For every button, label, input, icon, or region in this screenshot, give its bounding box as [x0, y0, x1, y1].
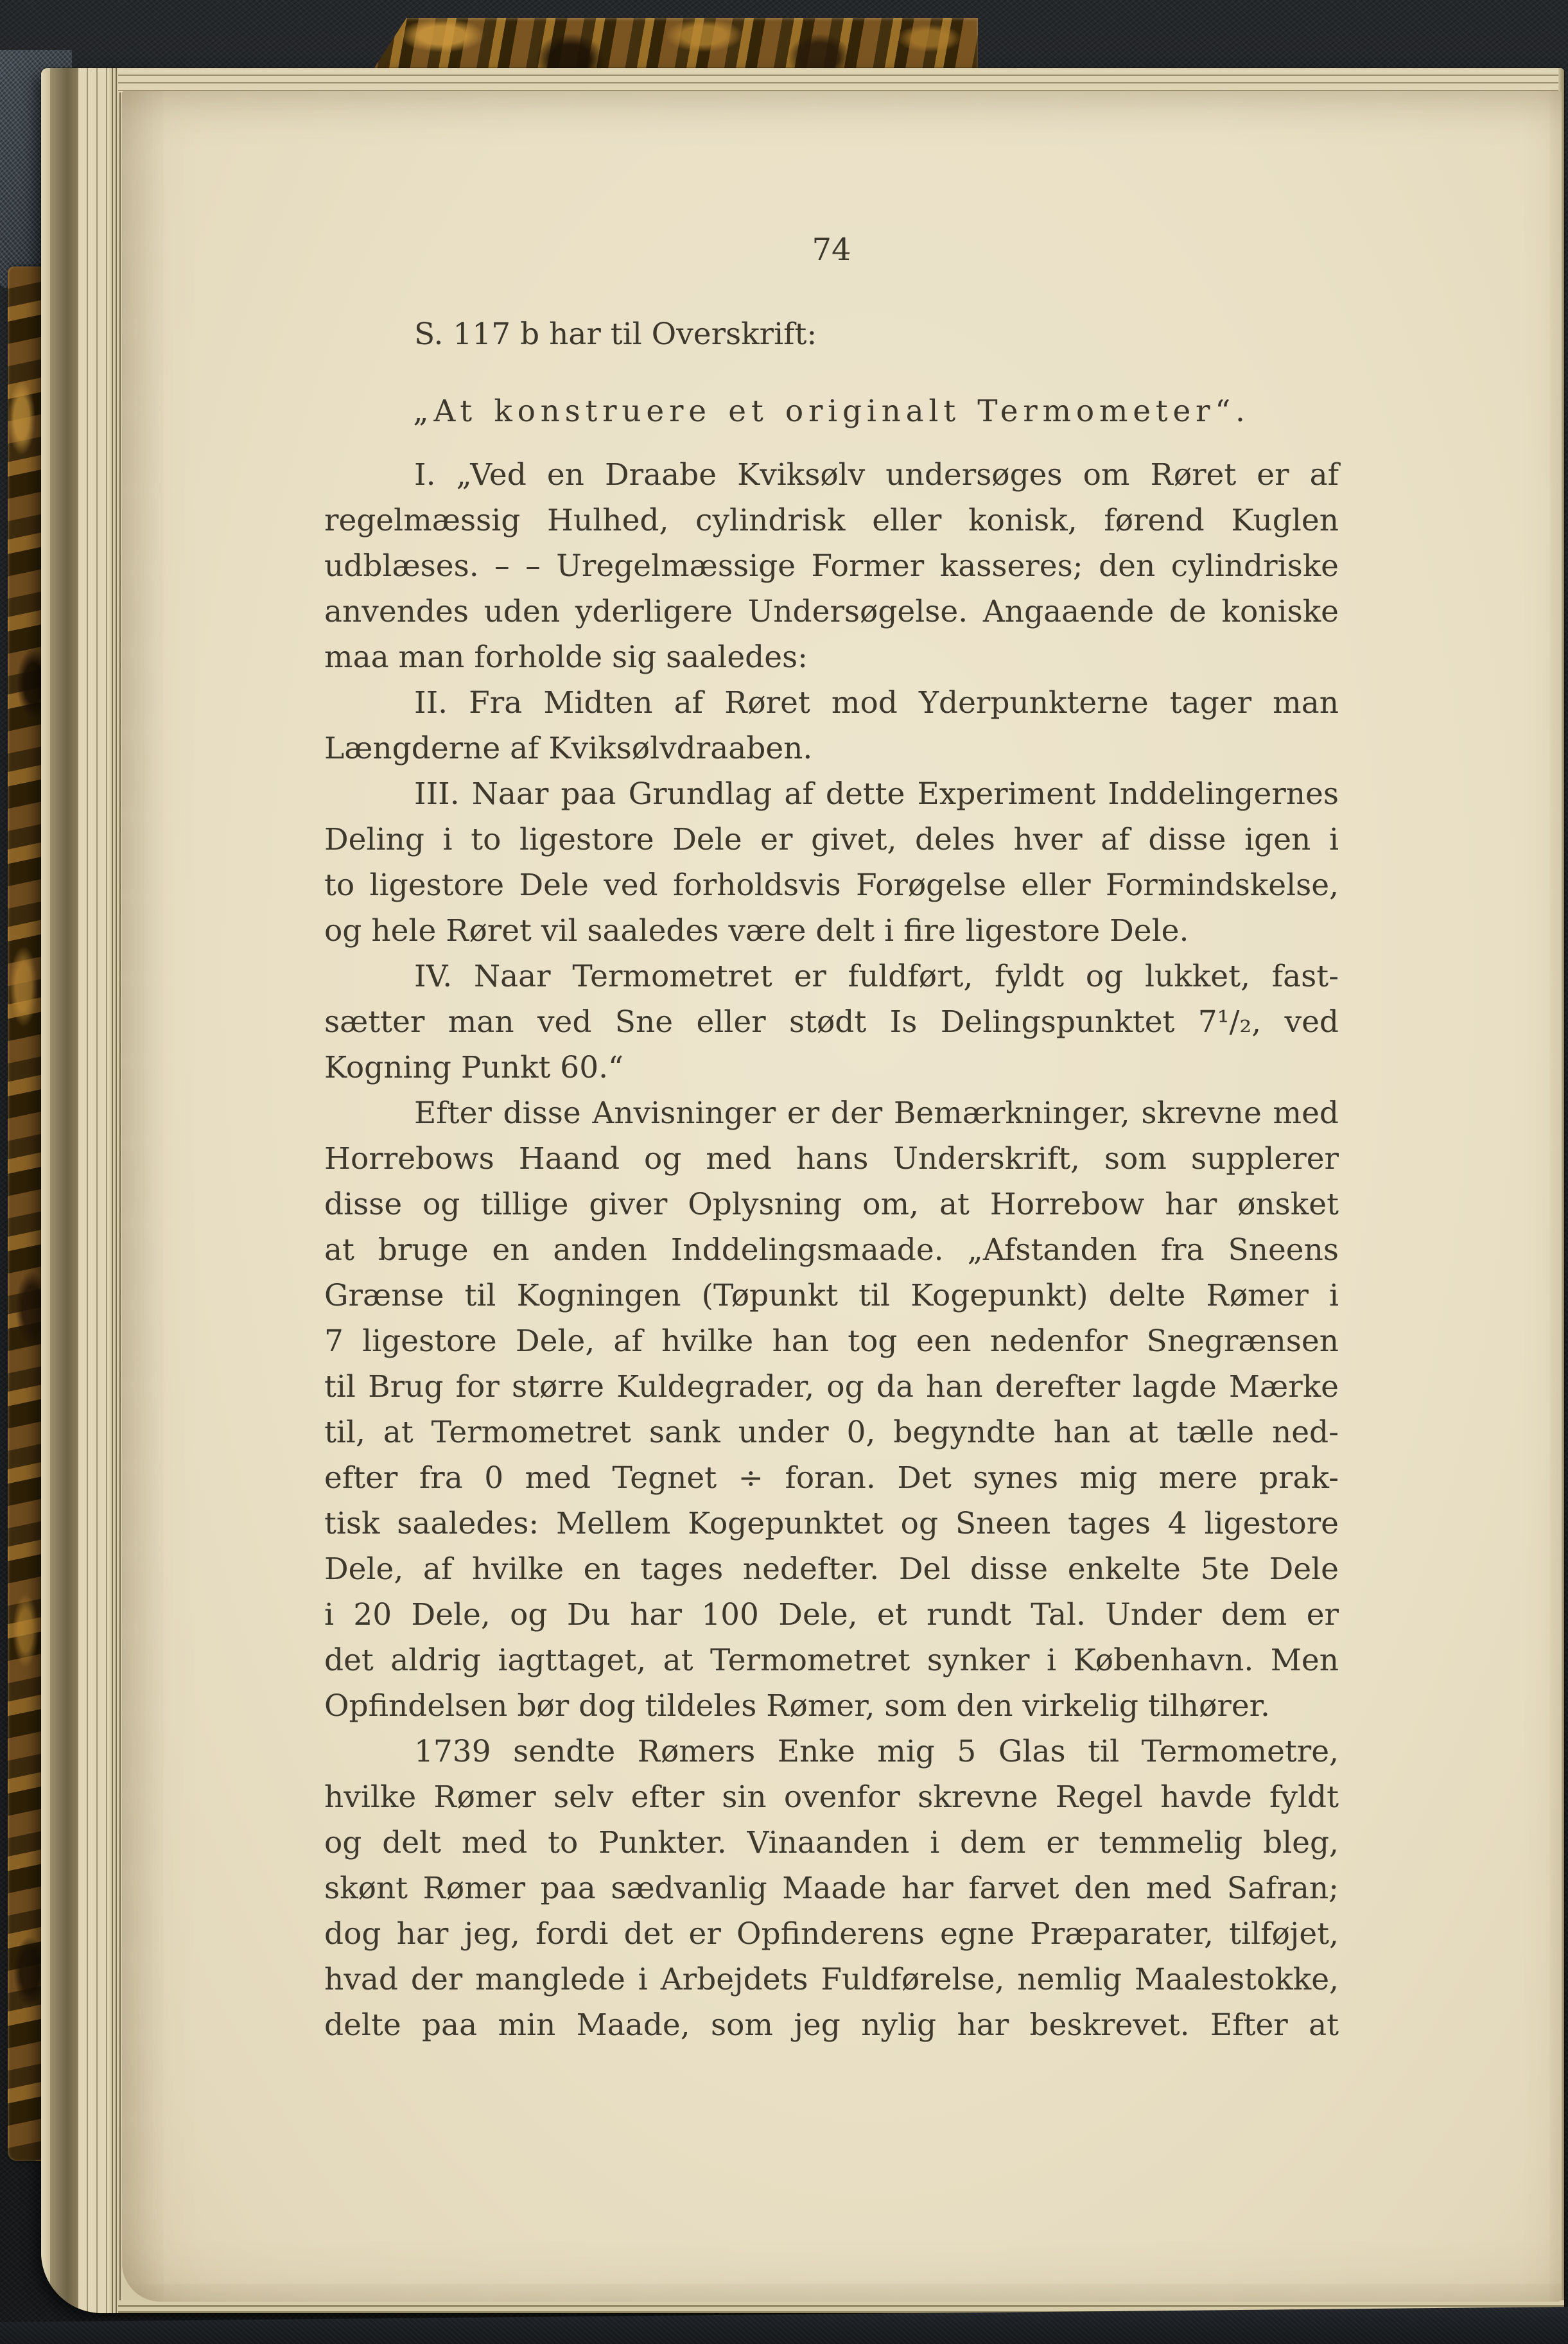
paragraph — [324, 1729, 1339, 2048]
page-edge-stratum — [50, 68, 78, 2313]
paragraph — [324, 452, 1339, 680]
text-line: i 20 Dele, og Du har 100 Dele, et rundt Tal. Under dem er — [324, 1597, 1339, 1632]
text-line: og hele Røret vil saaledes være delt i fire ligestore Dele. — [324, 913, 1189, 949]
page-edge-stratum — [109, 68, 123, 2313]
text-line: tisk saaledes: Mellem Kogepunktet og Sneen tages 4 ligestore — [324, 1506, 1339, 1541]
page-edge-stratum-top — [118, 68, 1564, 92]
text-line: dog har jeg, fordi det er Opfinderens egne Præparater, tilføjet, — [324, 1916, 1339, 1952]
intro-line: S. 117 b har til Overskrift: — [414, 317, 817, 352]
text-line: disse og tillige giver Oplysning om, at Horrebow har ønsket — [324, 1187, 1339, 1222]
text-line: regelmæssig Hulhed, cylindrisk eller konisk, førend Kuglen — [324, 503, 1339, 538]
body-text — [324, 452, 1339, 2048]
text-line: maa man forholde sig saaledes: — [324, 640, 808, 675]
paragraph — [324, 1090, 1339, 1729]
text-line: 7 ligestore Dele, af hvilke han tog een nedenfor Snegrænsen — [324, 1324, 1339, 1359]
text-line: delte paa min Maade, som jeg nylig har beskrevet. Efter at — [324, 2007, 1339, 2043]
paragraph — [324, 680, 1339, 771]
text-line: I. „Ved en Draabe Kviksølv undersøges om Røret er af — [414, 457, 1339, 493]
text-line: 1739 sendte Rømers Enke mig 5 Glas til Termometre, — [414, 1734, 1339, 1769]
text-line: udblæses. – – Uregelmæssige Former kasseres; den cylindriske — [324, 548, 1339, 584]
text-line: IV. Naar Termometret er fuldført, fyldt og lukket, fast- — [414, 959, 1339, 994]
text-line: og delt med to Punkter. Vinaanden i dem er temmelig bleg, — [324, 1825, 1339, 1860]
text-line: Opfindelsen bør dog tildeles Rømer, som den virkelig tilhører. — [324, 1688, 1270, 1724]
marbled-endpaper-top — [369, 18, 978, 76]
text-line: III. Naar paa Grundlag af dette Experiment Inddelingernes — [414, 776, 1339, 812]
text-line: Horrebows Haand og med hans Underskrift, som supplerer — [324, 1141, 1339, 1176]
page-edge-stratum — [78, 68, 109, 2313]
page-number: 74 — [812, 232, 851, 268]
text-line: hvad der manglede i Arbejdets Fuldførelse, nemlig Maalestokke, — [324, 1962, 1339, 1997]
text-line: Dele, af hvilke en tages nedefter. Del disse enkelte 5te Dele — [324, 1552, 1339, 1587]
text-line: to ligestore Dele ved forholdsvis Forøgelse eller Formindskelse, — [324, 868, 1339, 903]
page-edge-stratum — [41, 68, 50, 2313]
book-page — [122, 91, 1562, 2302]
text-line: Kogning Punkt 60.“ — [324, 1050, 624, 1085]
text-line: Grænse til Kogningen (Tøpunkt til Kogepunkt) delte Rømer i — [324, 1278, 1339, 1313]
text-block — [324, 227, 1339, 2048]
text-line: II. Fra Midten af Røret mod Yderpunkterne tager man — [414, 685, 1339, 721]
text-line: at bruge en anden Inddelingsmaade. „Afstanden fra Sneens — [324, 1232, 1339, 1268]
text-line: efter fra 0 med Tegnet ÷ foran. Det synes mig mere prak- — [324, 1460, 1339, 1496]
text-line: sætter man ved Sne eller stødt Is Delingspunktet 7¹/₂, ved — [324, 1004, 1339, 1040]
text-line: Deling i to ligestore Dele er givet, deles hver af disse igen i — [324, 822, 1339, 857]
text-line: skønt Rømer paa sædvanlig Maade har farvet den med Safran; — [324, 1871, 1339, 1906]
text-line: anvendes uden yderligere Undersøgelse. Angaaende de koniske — [324, 594, 1339, 629]
text-line: Efter disse Anvisninger er der Bemærkninger, skrevne med — [414, 1096, 1339, 1131]
text-line: til Brug for større Kuldegrader, og da han derefter lagde Mærke — [324, 1369, 1339, 1404]
text-line: det aldrig iagttaget, at Termometret synker i København. Men — [324, 1643, 1339, 1678]
section-heading: „At konstruere et originalt Termometer“. — [413, 394, 1250, 429]
text-line: Længderne af Kviksølvdraaben. — [324, 731, 813, 766]
text-line: til, at Termometret sank under 0, begyndte han at tælle ned- — [324, 1415, 1339, 1450]
paragraph — [324, 954, 1339, 1090]
paragraph — [324, 771, 1339, 954]
text-line: hvilke Rømer selv efter sin ovenfor skrevne Regel havde fyldt — [324, 1780, 1339, 1815]
